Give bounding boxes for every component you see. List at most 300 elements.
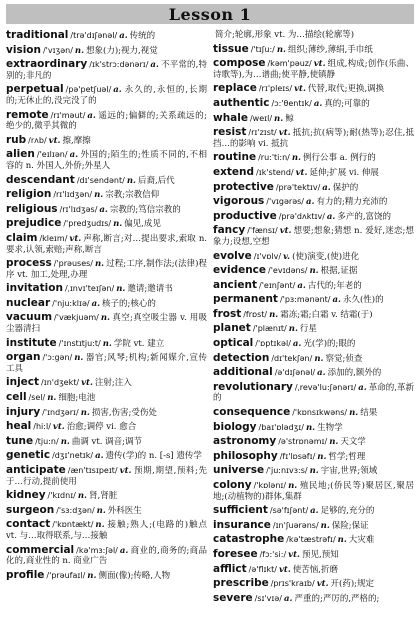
part-of-speech: a. bbox=[91, 298, 101, 309]
headword: vacuum bbox=[6, 311, 53, 324]
definition: 真空;真空吸尘器 v. 用吸尘器清扫 bbox=[6, 313, 207, 335]
phonetic: /rʌb/ bbox=[28, 135, 47, 145]
headword: catastrophe bbox=[213, 533, 285, 546]
headword: detection bbox=[213, 351, 270, 364]
definition: 学院 vt. 建立 bbox=[113, 338, 165, 349]
phonetic: /frɒst/ bbox=[243, 309, 268, 319]
phonetic: /fɔ:'si:/ bbox=[259, 549, 287, 559]
phonetic: /rɪ'lɪdʒəs/ bbox=[59, 204, 98, 214]
left-column bbox=[6, 30, 207, 607]
headword: alien bbox=[6, 148, 35, 161]
vocab-entry bbox=[6, 545, 207, 567]
phonetic: /'ɔ:gən/ bbox=[42, 353, 73, 363]
headword: sufficient bbox=[213, 504, 268, 517]
phonetic: /'prəufaɪl/ bbox=[46, 570, 86, 580]
part-of-speech: n. bbox=[269, 309, 279, 320]
phonetic: /'kɒntækt/ bbox=[52, 520, 94, 530]
headword: foresee bbox=[213, 547, 258, 560]
headword: universe bbox=[213, 464, 265, 477]
vocab-entry bbox=[213, 353, 414, 365]
definition: 殖民地;(侨民等)聚居区,聚居地;(动植物的)群体,集群 bbox=[213, 481, 414, 502]
definition: 古代的;年老的 bbox=[307, 280, 362, 291]
definition: (使)演变,(使)进化 bbox=[292, 251, 360, 262]
part-of-speech: n. bbox=[100, 313, 111, 324]
definition: 遥远的;偏僻的;关系疏远的;绝少的,微乎其微的 bbox=[6, 110, 207, 132]
phonetic: /ɪn'dʒekt/ bbox=[41, 378, 80, 388]
definition: 革命的,革新的 bbox=[213, 382, 414, 404]
definition: 商业的,商务的;商品化的,商业性的 n. 商业广告 bbox=[6, 545, 207, 567]
part-of-speech: vt. bbox=[288, 549, 300, 560]
vocab-entry bbox=[213, 83, 414, 95]
headword: invitation bbox=[6, 282, 63, 295]
part-of-speech: n. bbox=[60, 436, 70, 447]
part-of-speech: a. bbox=[305, 197, 315, 208]
headword: institute bbox=[6, 336, 57, 349]
part-of-speech: n. bbox=[305, 422, 316, 433]
headword: claim bbox=[6, 231, 38, 244]
headword: permanent bbox=[213, 293, 278, 306]
headword: additional bbox=[213, 366, 273, 379]
headword: extend bbox=[213, 165, 255, 178]
phonetic: /sɪ'vɪə/ bbox=[254, 593, 282, 603]
headword: cell bbox=[6, 391, 27, 404]
headword: extraordinary bbox=[6, 58, 88, 71]
definition: 保险;保证 bbox=[331, 520, 369, 531]
part-of-speech: n. bbox=[87, 570, 97, 581]
definition: 结果 bbox=[360, 408, 378, 419]
columns bbox=[6, 30, 414, 607]
phonetic: /hi:l/ bbox=[33, 422, 51, 432]
phonetic: /ɔ:'θentɪk/ bbox=[271, 98, 312, 108]
definition: 有力的;精力充沛的 bbox=[316, 197, 388, 208]
phonetic: /kə'mɜ:ʃəl/ bbox=[76, 545, 118, 555]
phonetic: /'ju:nɪvɜ:s/ bbox=[266, 466, 308, 476]
part-of-speech: n. bbox=[96, 505, 106, 516]
part-of-speech: v. bbox=[283, 251, 291, 262]
part-of-speech: n. bbox=[74, 353, 84, 364]
part-of-speech: n. bbox=[113, 219, 123, 230]
part-of-speech: a. bbox=[87, 110, 96, 121]
vocab-entry bbox=[213, 225, 414, 247]
part-of-speech: a. bbox=[326, 211, 336, 222]
vocab-entry bbox=[6, 189, 207, 201]
vocab-entry bbox=[213, 367, 414, 379]
phonetic: /'kɒnsɪkwəns/ bbox=[292, 408, 348, 418]
headword: vigorous bbox=[213, 195, 265, 208]
definition: 例行公事 a. 例行的 bbox=[303, 153, 376, 164]
part-of-speech: a. bbox=[150, 60, 159, 71]
vocab-entry bbox=[213, 251, 414, 263]
headword: process bbox=[6, 257, 52, 270]
vocab-entry bbox=[6, 30, 207, 42]
definition: 足够的,充分的 bbox=[320, 506, 375, 517]
headword: resist bbox=[213, 126, 247, 139]
part-of-speech: n. bbox=[309, 266, 319, 277]
definition: 预见,预知 bbox=[302, 549, 339, 560]
definition: 想要;想象;猜想 n. 爱好,迷恋;想象力;设想,空想 bbox=[213, 226, 414, 247]
vocab-entry bbox=[6, 204, 207, 216]
part-of-speech: a. bbox=[358, 382, 367, 393]
part-of-speech: vt. bbox=[81, 378, 93, 389]
phonetic: /ɪn'ʃuərəns/ bbox=[272, 520, 319, 530]
vocab-entry bbox=[6, 490, 207, 502]
phonetic: /rɪ'zɪst/ bbox=[248, 128, 277, 138]
lesson-title: Lesson 1 bbox=[6, 4, 414, 24]
definition: 保护的 bbox=[332, 182, 359, 193]
part-of-speech: a. bbox=[297, 280, 306, 291]
definition: 器官;风琴;机构;新闻媒介,宣传工具 bbox=[6, 353, 207, 374]
vocab-entry bbox=[213, 534, 414, 546]
headword: frost bbox=[213, 307, 242, 320]
headword: productive bbox=[213, 209, 277, 222]
headword: afflict bbox=[213, 562, 247, 575]
phonetic: /kəm'pəuz/ bbox=[267, 59, 312, 69]
part-of-speech: n. bbox=[74, 45, 85, 56]
phonetic: /'predʒudɪs/ bbox=[63, 219, 112, 229]
phonetic: /'sɜ:dʒən/ bbox=[56, 505, 95, 515]
definition: 鲸 bbox=[285, 113, 294, 124]
phonetic: /ə'dɪʃənəl/ bbox=[274, 368, 316, 378]
headword: revolutionary bbox=[213, 380, 293, 393]
definition: 察觉;侦查 bbox=[325, 353, 363, 364]
definition: 后裔,后代 bbox=[137, 175, 175, 186]
part-of-speech: n. bbox=[337, 535, 347, 546]
vocab-entry bbox=[6, 407, 207, 419]
headword: kidney bbox=[6, 489, 46, 502]
part-of-speech: n. bbox=[95, 520, 105, 531]
headword: surgeon bbox=[6, 503, 55, 516]
headword: philosophy bbox=[213, 449, 278, 462]
phonetic: /'eɪlɪən/ bbox=[36, 150, 68, 160]
phonetic: /ˌɪnvɪ'teɪʃən/ bbox=[64, 284, 115, 294]
definition: 接触;熟人;(电路的)触点 vt. 与…取得联系,与…接触 bbox=[6, 520, 207, 541]
part-of-speech: vt. bbox=[294, 84, 306, 95]
phonetic: /rɪ'məut/ bbox=[50, 110, 86, 120]
vocab-entry bbox=[213, 549, 414, 561]
phonetic: /'fænsɪ/ bbox=[247, 226, 278, 236]
vocab-entry bbox=[213, 382, 414, 404]
phonetic: /æn'tɪsɪpeɪt/ bbox=[67, 466, 118, 475]
vocab-entry bbox=[6, 392, 207, 404]
phonetic: /ru:'ti:n/ bbox=[258, 153, 290, 163]
phonetic: /'evɪdəns/ bbox=[268, 266, 308, 276]
vocab-entry bbox=[6, 149, 207, 171]
phonetic: /prə'dʌktɪv/ bbox=[278, 211, 325, 221]
phonetic: /'ɪndʒərɪ/ bbox=[42, 407, 79, 417]
vocab-entry bbox=[213, 182, 414, 194]
definition: 大灾难 bbox=[348, 535, 375, 546]
definition: 添加的,额外的 bbox=[327, 368, 382, 379]
headword: authentic bbox=[213, 96, 270, 109]
definition: 组成,构成;创作(乐曲、诗歌等),为…谱曲;使平静,使镇静 bbox=[213, 59, 414, 80]
definition: 行星 bbox=[299, 324, 317, 335]
vocab-entry bbox=[6, 570, 207, 582]
headword: biology bbox=[213, 420, 257, 433]
phonetic: /'ɪnstɪtju:t/ bbox=[58, 338, 101, 348]
vocab-entry bbox=[6, 84, 207, 106]
definition: 天文学 bbox=[340, 437, 366, 448]
headword: compose bbox=[213, 57, 266, 70]
definition: 根据,证据 bbox=[320, 266, 358, 277]
definition: 光(学)的;眼的 bbox=[303, 339, 356, 350]
phonetic: /'pɜ:mənənt/ bbox=[279, 295, 331, 305]
headword: severe bbox=[213, 591, 253, 604]
definition: 宗教的;笃信宗教的 bbox=[109, 204, 181, 215]
part-of-speech: vt. bbox=[278, 564, 291, 575]
definition: 核子的;核心的 bbox=[102, 298, 156, 309]
headword: planet bbox=[213, 322, 251, 335]
phonetic: /rɪ'lɪdʒən/ bbox=[53, 190, 93, 200]
part-of-speech: vt. bbox=[278, 128, 291, 139]
vocab-entry bbox=[213, 520, 414, 532]
phonetic: /weɪl/ bbox=[249, 113, 273, 123]
part-of-speech: vt. bbox=[52, 422, 65, 433]
headword: organ bbox=[6, 351, 41, 364]
headword: whale bbox=[213, 111, 248, 124]
part-of-speech: a. bbox=[119, 31, 128, 41]
phonetic: /'kɒlənɪ/ bbox=[253, 481, 287, 490]
definition: 细胞;电池 bbox=[58, 393, 96, 404]
part-of-speech: n. bbox=[116, 284, 126, 295]
phonetic: /dʒɪ'netɪk/ bbox=[52, 451, 94, 461]
vocab-entry bbox=[6, 505, 207, 517]
headword: insurance bbox=[213, 518, 271, 531]
phonetic: /sə'fɪʃənt/ bbox=[269, 506, 309, 516]
part-of-speech: n. bbox=[314, 353, 324, 364]
part-of-speech: n. bbox=[309, 466, 319, 477]
vocab-entry bbox=[6, 298, 207, 310]
part-of-speech: a. bbox=[113, 85, 122, 96]
headword: commercial bbox=[6, 543, 75, 556]
definition: 邀请;邀请书 bbox=[127, 284, 173, 295]
vocab-entry bbox=[6, 377, 207, 389]
definition: 抵抗;抗(病等);耐(热等);忍住,抵挡…的影响 vi. 抵抗 bbox=[213, 128, 414, 149]
vocab-entry bbox=[6, 519, 207, 541]
headword: descendant bbox=[6, 173, 75, 186]
part-of-speech: a. bbox=[119, 545, 129, 556]
vocab-entry bbox=[213, 211, 414, 223]
definition: 声称,断言;对…提出要求,索取 n. 要求,认领,索赔;声称,断言 bbox=[6, 233, 207, 255]
part-of-speech: a. bbox=[69, 150, 79, 161]
vocab-entry bbox=[213, 294, 414, 306]
part-of-speech: n. bbox=[276, 44, 287, 55]
definition: 宇宙,世界;领域 bbox=[320, 466, 378, 477]
headword: tissue bbox=[213, 42, 249, 55]
headword: heal bbox=[6, 420, 32, 433]
part-of-speech: n. bbox=[94, 259, 105, 270]
part-of-speech: n. bbox=[102, 338, 112, 349]
phonetic: /pə'petʃuəl/ bbox=[65, 85, 112, 95]
definition: 永久(性)的 bbox=[342, 295, 384, 306]
definition: 多产的,富饶的 bbox=[337, 211, 392, 222]
vocab-entry bbox=[213, 113, 414, 125]
part-of-speech: n. bbox=[291, 153, 302, 164]
definition: 肾,肾脏 bbox=[89, 491, 118, 502]
vocab-entry bbox=[6, 258, 207, 280]
phonetic: /'vɪgərəs/ bbox=[266, 197, 304, 207]
vocab-entry bbox=[213, 265, 414, 277]
headword: protective bbox=[213, 180, 274, 193]
vocab-entry bbox=[6, 436, 207, 448]
definition: 过程;工序,制作法;(法律)程序 vt. 加工,处理,办理 bbox=[6, 259, 207, 280]
definition: 曲调 vt. 调音;调节 bbox=[71, 436, 143, 447]
vocab-entry bbox=[213, 58, 414, 80]
headword: vision bbox=[6, 43, 41, 56]
phonetic: /'plænɪt/ bbox=[252, 324, 287, 334]
definition: 治愈;调停 vi. 愈合 bbox=[66, 422, 137, 433]
vocab-entry bbox=[213, 323, 414, 335]
vocab-entry bbox=[213, 30, 414, 41]
right-column bbox=[213, 30, 414, 607]
part-of-speech: n. bbox=[349, 408, 359, 419]
definition: 生物学 bbox=[317, 422, 343, 433]
headword: religious bbox=[6, 202, 58, 215]
headword: religion bbox=[6, 188, 52, 201]
headword: inject bbox=[6, 376, 40, 389]
headword: rub bbox=[6, 133, 27, 146]
headword: consequence bbox=[213, 406, 291, 419]
headword: fancy bbox=[213, 224, 246, 237]
vocab-entry bbox=[213, 436, 414, 448]
part-of-speech: n. bbox=[126, 175, 136, 186]
headword: colony bbox=[213, 479, 252, 491]
part-of-speech: vt. bbox=[48, 135, 61, 146]
part-of-speech: n. bbox=[317, 451, 327, 462]
definition: 外国的;陌生的;性质不同的,不相容的 n. 外国人,外侨;外星人 bbox=[6, 150, 207, 171]
definition: 宗教;宗教信仰 bbox=[105, 190, 160, 201]
part-of-speech: vt. bbox=[69, 233, 82, 244]
phonetic: /ə'strɒnəmɪ/ bbox=[278, 437, 328, 447]
definition: 永久的,永恒的,长期的;无休止的,没完没了的 bbox=[6, 85, 207, 106]
headword: anticipate bbox=[6, 464, 66, 476]
phonetic: /ɪ'vɒlv/ bbox=[253, 251, 282, 261]
vocab-entry bbox=[213, 167, 414, 179]
vocab-entry bbox=[6, 312, 207, 334]
part-of-speech: vt. bbox=[295, 167, 308, 178]
vocab-entry bbox=[213, 578, 414, 590]
part-of-speech: a. bbox=[322, 182, 331, 193]
vocab-entry bbox=[213, 196, 414, 208]
phonetic: /'ɒptɪkəl/ bbox=[255, 339, 291, 349]
vocab-entry bbox=[6, 338, 207, 350]
part-of-speech: vt. bbox=[313, 59, 326, 70]
phonetic: /kleɪm/ bbox=[39, 233, 68, 243]
definition: 偏见,成见 bbox=[124, 219, 161, 230]
phonetic: /tju:n/ bbox=[35, 436, 59, 446]
headword: tune bbox=[6, 434, 34, 447]
headword: perpetual bbox=[6, 83, 64, 96]
part-of-speech: n. bbox=[274, 113, 284, 124]
phonetic: /fɪ'lɒsəfɪ/ bbox=[279, 451, 316, 461]
part-of-speech: n. bbox=[288, 481, 298, 491]
headword: injury bbox=[6, 405, 41, 418]
part-of-speech: n. bbox=[80, 407, 90, 418]
vocab-entry bbox=[6, 465, 207, 487]
phonetic: /ɪk'strɔ:dənərɪ/ bbox=[89, 60, 149, 70]
phonetic: /'tɪʃu:/ bbox=[250, 44, 275, 54]
phonetic: /trə'dɪʃənəl/ bbox=[70, 31, 118, 40]
definition: 霜冻;霜;白霜 v. 结霜(于) bbox=[280, 309, 373, 320]
part-of-speech: vt. bbox=[279, 226, 292, 237]
headword: profile bbox=[6, 568, 45, 581]
phonetic: /'prəuses/ bbox=[53, 259, 93, 269]
definition: 传统的 bbox=[129, 31, 156, 41]
part-of-speech: a. bbox=[310, 506, 319, 517]
headword: astronomy bbox=[213, 435, 277, 448]
vocab-entry bbox=[213, 152, 414, 164]
headword: optical bbox=[213, 337, 254, 350]
vocab-entry bbox=[213, 280, 414, 292]
definition: 延伸;扩展 vi. 伸展 bbox=[309, 167, 379, 178]
vocab-entry bbox=[213, 593, 414, 605]
definition: 遗传(学)的 n. [-s] 遗传学 bbox=[105, 451, 202, 462]
headword: nuclear bbox=[6, 296, 51, 309]
part-of-speech: a. bbox=[95, 451, 104, 462]
phonetic: /'kɪdnɪ/ bbox=[47, 491, 76, 501]
headword: routine bbox=[213, 151, 257, 164]
definition: 开(药);规定 bbox=[330, 579, 375, 590]
vocab-entry bbox=[213, 338, 414, 350]
vocab-entry bbox=[213, 480, 414, 502]
definition: 擦,摩擦 bbox=[62, 135, 91, 146]
part-of-speech: a. bbox=[332, 295, 341, 306]
vocab-entry bbox=[6, 283, 207, 295]
part-of-speech: vt. bbox=[316, 579, 329, 590]
vocab-entry bbox=[213, 309, 414, 321]
headword: prescribe bbox=[213, 577, 269, 590]
definition: 真的;可靠的 bbox=[324, 98, 370, 109]
definition: 不平常的,特别的;非凡的 bbox=[6, 60, 207, 81]
vocab-entry bbox=[213, 451, 414, 463]
phonetic: /'nju:klɪə/ bbox=[52, 298, 90, 308]
vocab-entry bbox=[6, 45, 207, 57]
headword: evolve bbox=[213, 249, 252, 262]
headword: contact bbox=[6, 518, 51, 531]
phonetic: /kə'tæstrəfɪ/ bbox=[286, 535, 336, 545]
vocab-entry bbox=[6, 352, 207, 374]
vocab-entry bbox=[213, 407, 414, 419]
part-of-speech: vt. bbox=[119, 466, 132, 476]
definition: 简介;轮廓,形象 vt. 为…描绘(轮廓等) bbox=[215, 30, 355, 40]
vocab-entry bbox=[6, 218, 207, 230]
vocab-entry bbox=[213, 564, 414, 576]
definition: 代替,取代;更换,调换 bbox=[307, 84, 385, 95]
headword: genetic bbox=[6, 449, 51, 462]
definition: 侧面(像);传略,人物 bbox=[98, 570, 171, 581]
vocab-entry bbox=[213, 505, 414, 517]
vocab-entry bbox=[213, 465, 414, 477]
phonetic: /ɪk'stend/ bbox=[256, 167, 294, 177]
part-of-speech: a. bbox=[99, 204, 108, 215]
headword: remote bbox=[6, 108, 49, 121]
phonetic: /dɪ'sendənt/ bbox=[76, 175, 125, 185]
headword: replace bbox=[213, 82, 257, 95]
vocab-entry bbox=[213, 44, 414, 56]
phonetic: /prə'tektɪv/ bbox=[275, 182, 321, 192]
phonetic: /'vɪʒən/ bbox=[42, 45, 73, 55]
vocab-entry bbox=[213, 422, 414, 434]
part-of-speech: a. bbox=[317, 368, 326, 379]
vocab-entry bbox=[213, 98, 414, 110]
phonetic: /sel/ bbox=[28, 393, 46, 403]
part-of-speech: a. bbox=[284, 593, 293, 604]
phonetic: /dɪ'tekʃən/ bbox=[271, 353, 313, 363]
part-of-speech: n. bbox=[94, 190, 104, 201]
phonetic: /'vækjuəm/ bbox=[54, 313, 99, 323]
definition: 哲学;哲理 bbox=[328, 451, 366, 462]
phonetic: /rɪ'pleɪs/ bbox=[258, 84, 293, 94]
phonetic: /ə'flɪkt/ bbox=[248, 564, 277, 574]
